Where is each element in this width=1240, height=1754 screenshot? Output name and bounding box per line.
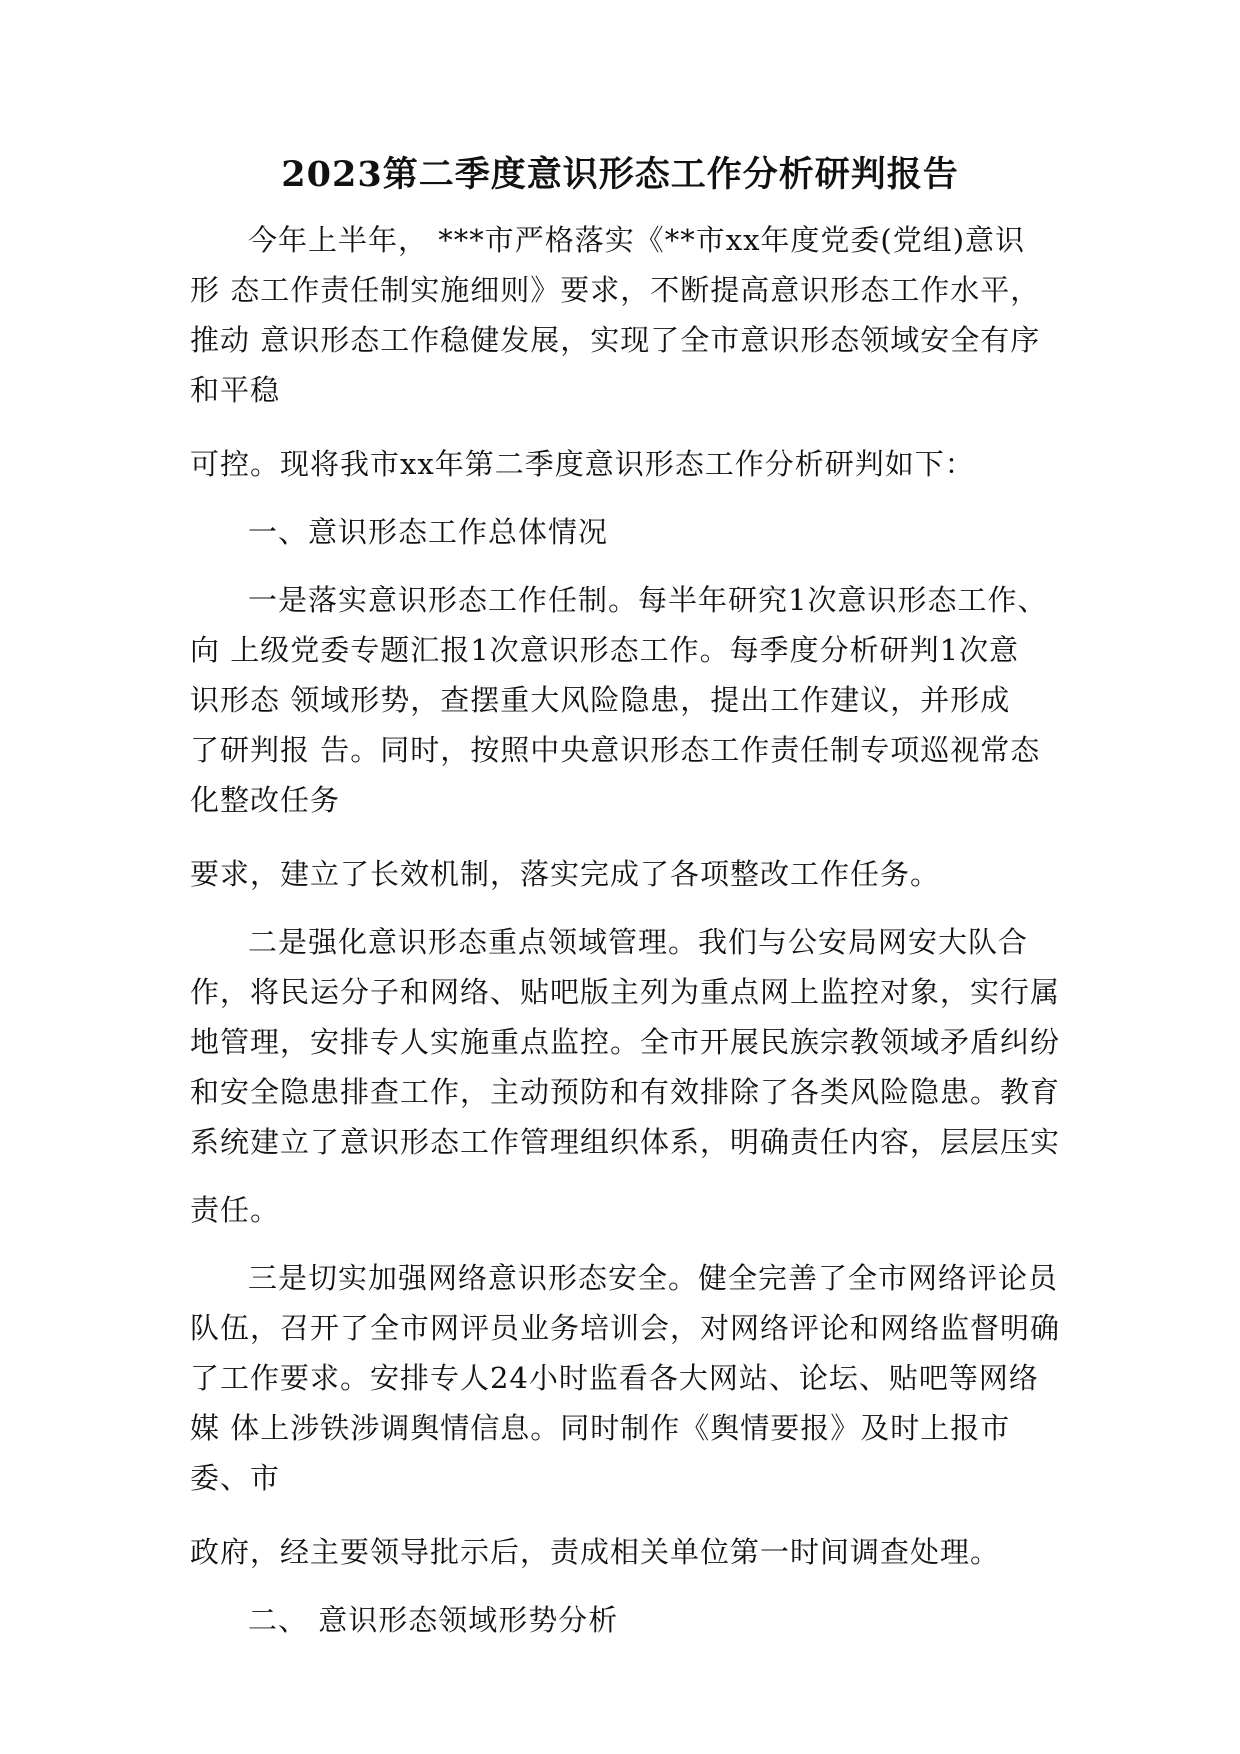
document-title: 2023第二季度意识形态工作分析研判报告 bbox=[281, 154, 959, 195]
paragraph-line: 了工作要求。安排专人24小时监看各大网站、论坛、贴吧等网络 bbox=[190, 1361, 1039, 1395]
paragraph-line: 责任。 bbox=[190, 1193, 281, 1227]
paragraph-line: 今年上半年， ***市严格落实《**市xx年度党委(党组)意识 bbox=[248, 223, 1026, 257]
paragraph-line: 向 上级党委专题汇报1次意识形态工作。每季度分析研判1次意 bbox=[190, 633, 1020, 667]
paragraph-line: 识形态 领域形势，查摆重大风险隐患，提出工作建议，并形成 bbox=[190, 683, 1011, 717]
document-body bbox=[190, 215, 1060, 1645]
section-heading: 一、意识形态工作总体情况 bbox=[248, 515, 609, 549]
paragraph-line: 了研判报 告。同时，按照中央意识形态工作责任制专项巡视常态 bbox=[190, 733, 1041, 767]
paragraph-line: 一是落实意识形态工作任制。每半年研究1次意识形态工作、 bbox=[248, 583, 1048, 617]
paragraph-line: 和平稳 bbox=[190, 373, 281, 407]
paragraph-line: 二是强化意识形态重点领域管理。我们与公安局网安大队合 bbox=[248, 925, 1029, 959]
paragraph-line: 要求，建立了长效机制，落实完成了各项整改工作任务。 bbox=[190, 857, 941, 891]
paragraph-line: 委、市 bbox=[190, 1461, 281, 1495]
paragraph-line: 可控。现将我市xx年第二季度意识形态工作分析研判如下： bbox=[190, 447, 975, 481]
paragraph-line: 媒 体上涉铁涉调舆情信息。同时制作《舆情要报》及时上报市 bbox=[190, 1411, 1011, 1445]
paragraph-line: 和安全隐患排查工作，主动预防和有效排除了各类风险隐患。教育 bbox=[190, 1075, 1061, 1109]
section-heading: 二、 意识形态领域形势分析 bbox=[248, 1603, 619, 1637]
paragraph-line: 地管理，安排专人实施重点监控。全市开展民族宗教领域矛盾纠纷 bbox=[190, 1025, 1061, 1059]
paragraph-line: 推动 意识形态工作稳健发展，实现了全市意识形态领域安全有序 bbox=[190, 323, 1041, 357]
paragraph-line: 化整改任务 bbox=[190, 783, 341, 817]
paragraph-line: 三是切实加强网络意识形态安全。健全完善了全市网络评论员 bbox=[248, 1261, 1059, 1295]
paragraph-line: 形 态工作责任制实施细则》要求，不断提高意识形态工作水平， bbox=[190, 273, 1041, 307]
paragraph-line: 作，将民运分子和网络、贴吧版主列为重点网上监控对象，实行属 bbox=[190, 975, 1061, 1009]
paragraph-line: 队伍，召开了全市网评员业务培训会，对网络评论和网络监督明确 bbox=[190, 1311, 1061, 1345]
paragraph-line: 政府，经主要领导批示后，责成相关单位第一时间调查处理。 bbox=[190, 1535, 1001, 1569]
paragraph-line: 系统建立了意识形态工作管理组织体系，明确责任内容，层层压实 bbox=[190, 1125, 1061, 1159]
